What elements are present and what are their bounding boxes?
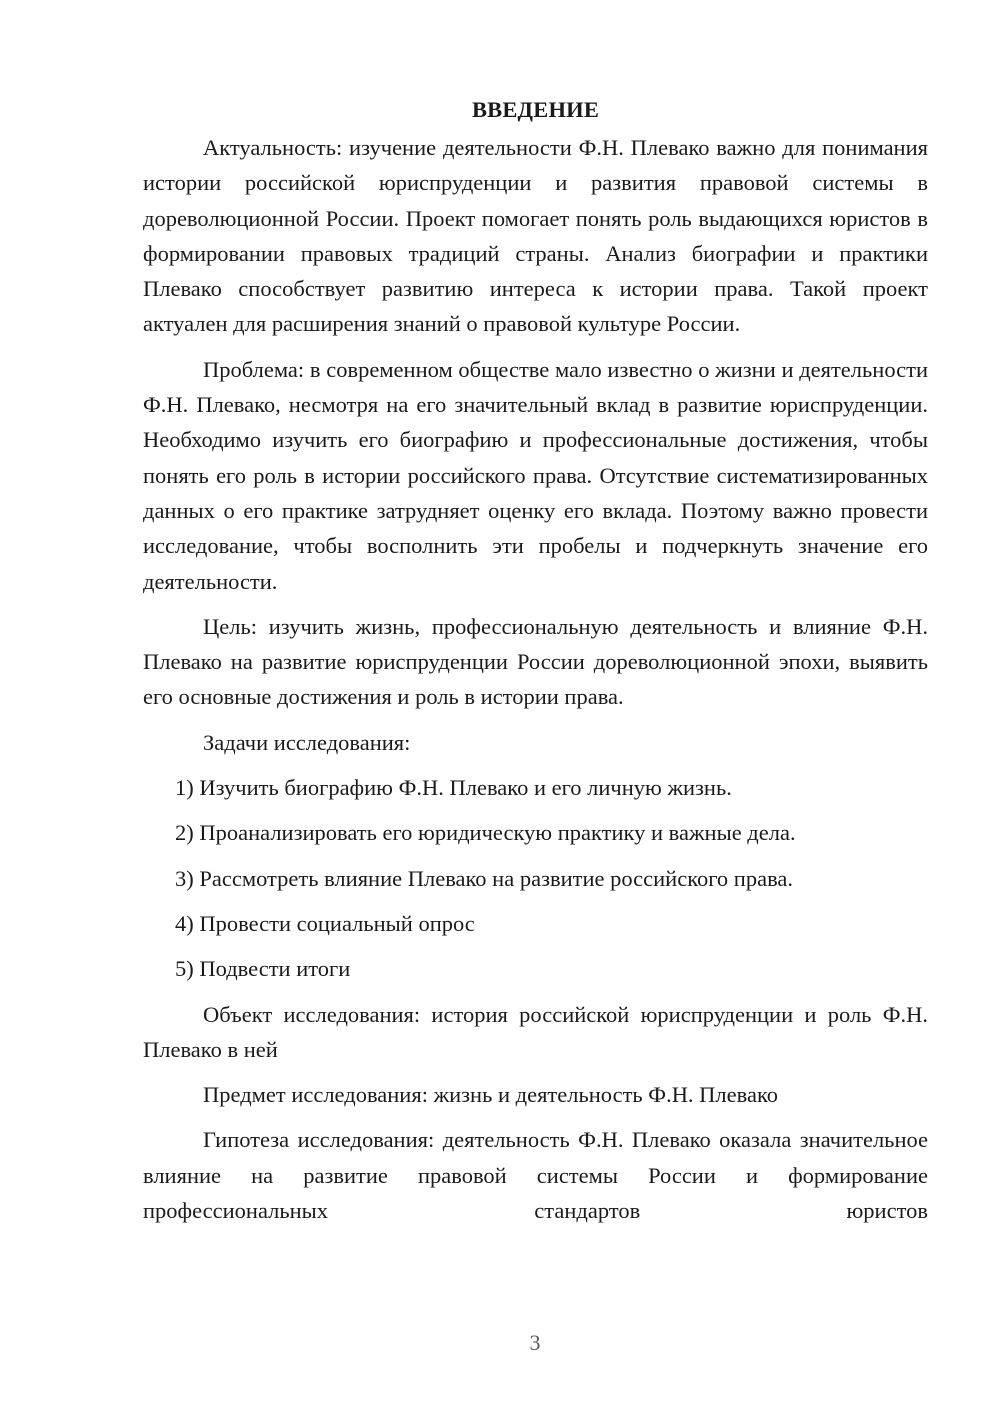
- list-item: 5) Подвести итоги: [175, 956, 351, 982]
- object-paragraph: Объект исследования: история российской юриспруденции и роль Ф.Н. Плевако в ней: [143, 1001, 928, 1062]
- list-item: 3) Рассмотреть влияние Плевако на развитие российского права.: [175, 865, 794, 891]
- section-title: ВВЕДЕНИЕ: [471, 97, 600, 122]
- tasks-list: [143, 770, 928, 986]
- tasks-heading: Задачи исследования:: [203, 729, 411, 755]
- relevance-paragraph: Актуальность: изучение деятельности Ф.Н. Плевако важно для понимания истории российской юриспруденции и развития правовой системы в дореволюционной России. Проект помогает понять роль выдающихся юристов в формировании правовых традиций страны. Анализ биографии и практики Плевако способствует развитию интереса к истории права. Такой проект актуален для расширения знаний о правовой культуре России.: [143, 135, 928, 337]
- page-number: 3: [529, 1330, 541, 1355]
- subject-paragraph: Предмет исследования: жизнь и деятельность Ф.Н. Плевако: [203, 1082, 779, 1108]
- goal-paragraph: Цель: изучить жизнь, профессиональную деятельность и влияние Ф.Н. Плевако на развитие юриспруденции России дореволюционной эпохи, выявить его основные достижения и роль в истории права.: [143, 613, 928, 710]
- hypothesis-paragraph: Гипотеза исследования: деятельность Ф.Н. Плевако оказала значительное влияние на развитие правовой системы России и формирование профессиональных стандартов юристов: [143, 1127, 928, 1224]
- list-item: 4) Провести социальный опрос: [175, 910, 475, 936]
- document-page: [143, 92, 928, 1228]
- list-item: 2) Проанализировать его юридическую практику и важные дела.: [175, 820, 796, 846]
- list-item: 1) Изучить биографию Ф.Н. Плевако и его личную жизнь.: [175, 775, 732, 801]
- problem-paragraph: Проблема: в современном обществе мало известно о жизни и деятельности Ф.Н. Плевако, несмотря на его значительный вклад в развитие юриспруденции. Необходимо изучить его биографию и профессиональные достижения, чтобы понять его роль в истории российского права. Отсутствие систематизированных данных о его практике затрудняет оценку его вклада. Поэтому важно провести исследование, чтобы восполнить эти пробелы и подчеркнуть значение его деятельности.: [143, 356, 928, 594]
